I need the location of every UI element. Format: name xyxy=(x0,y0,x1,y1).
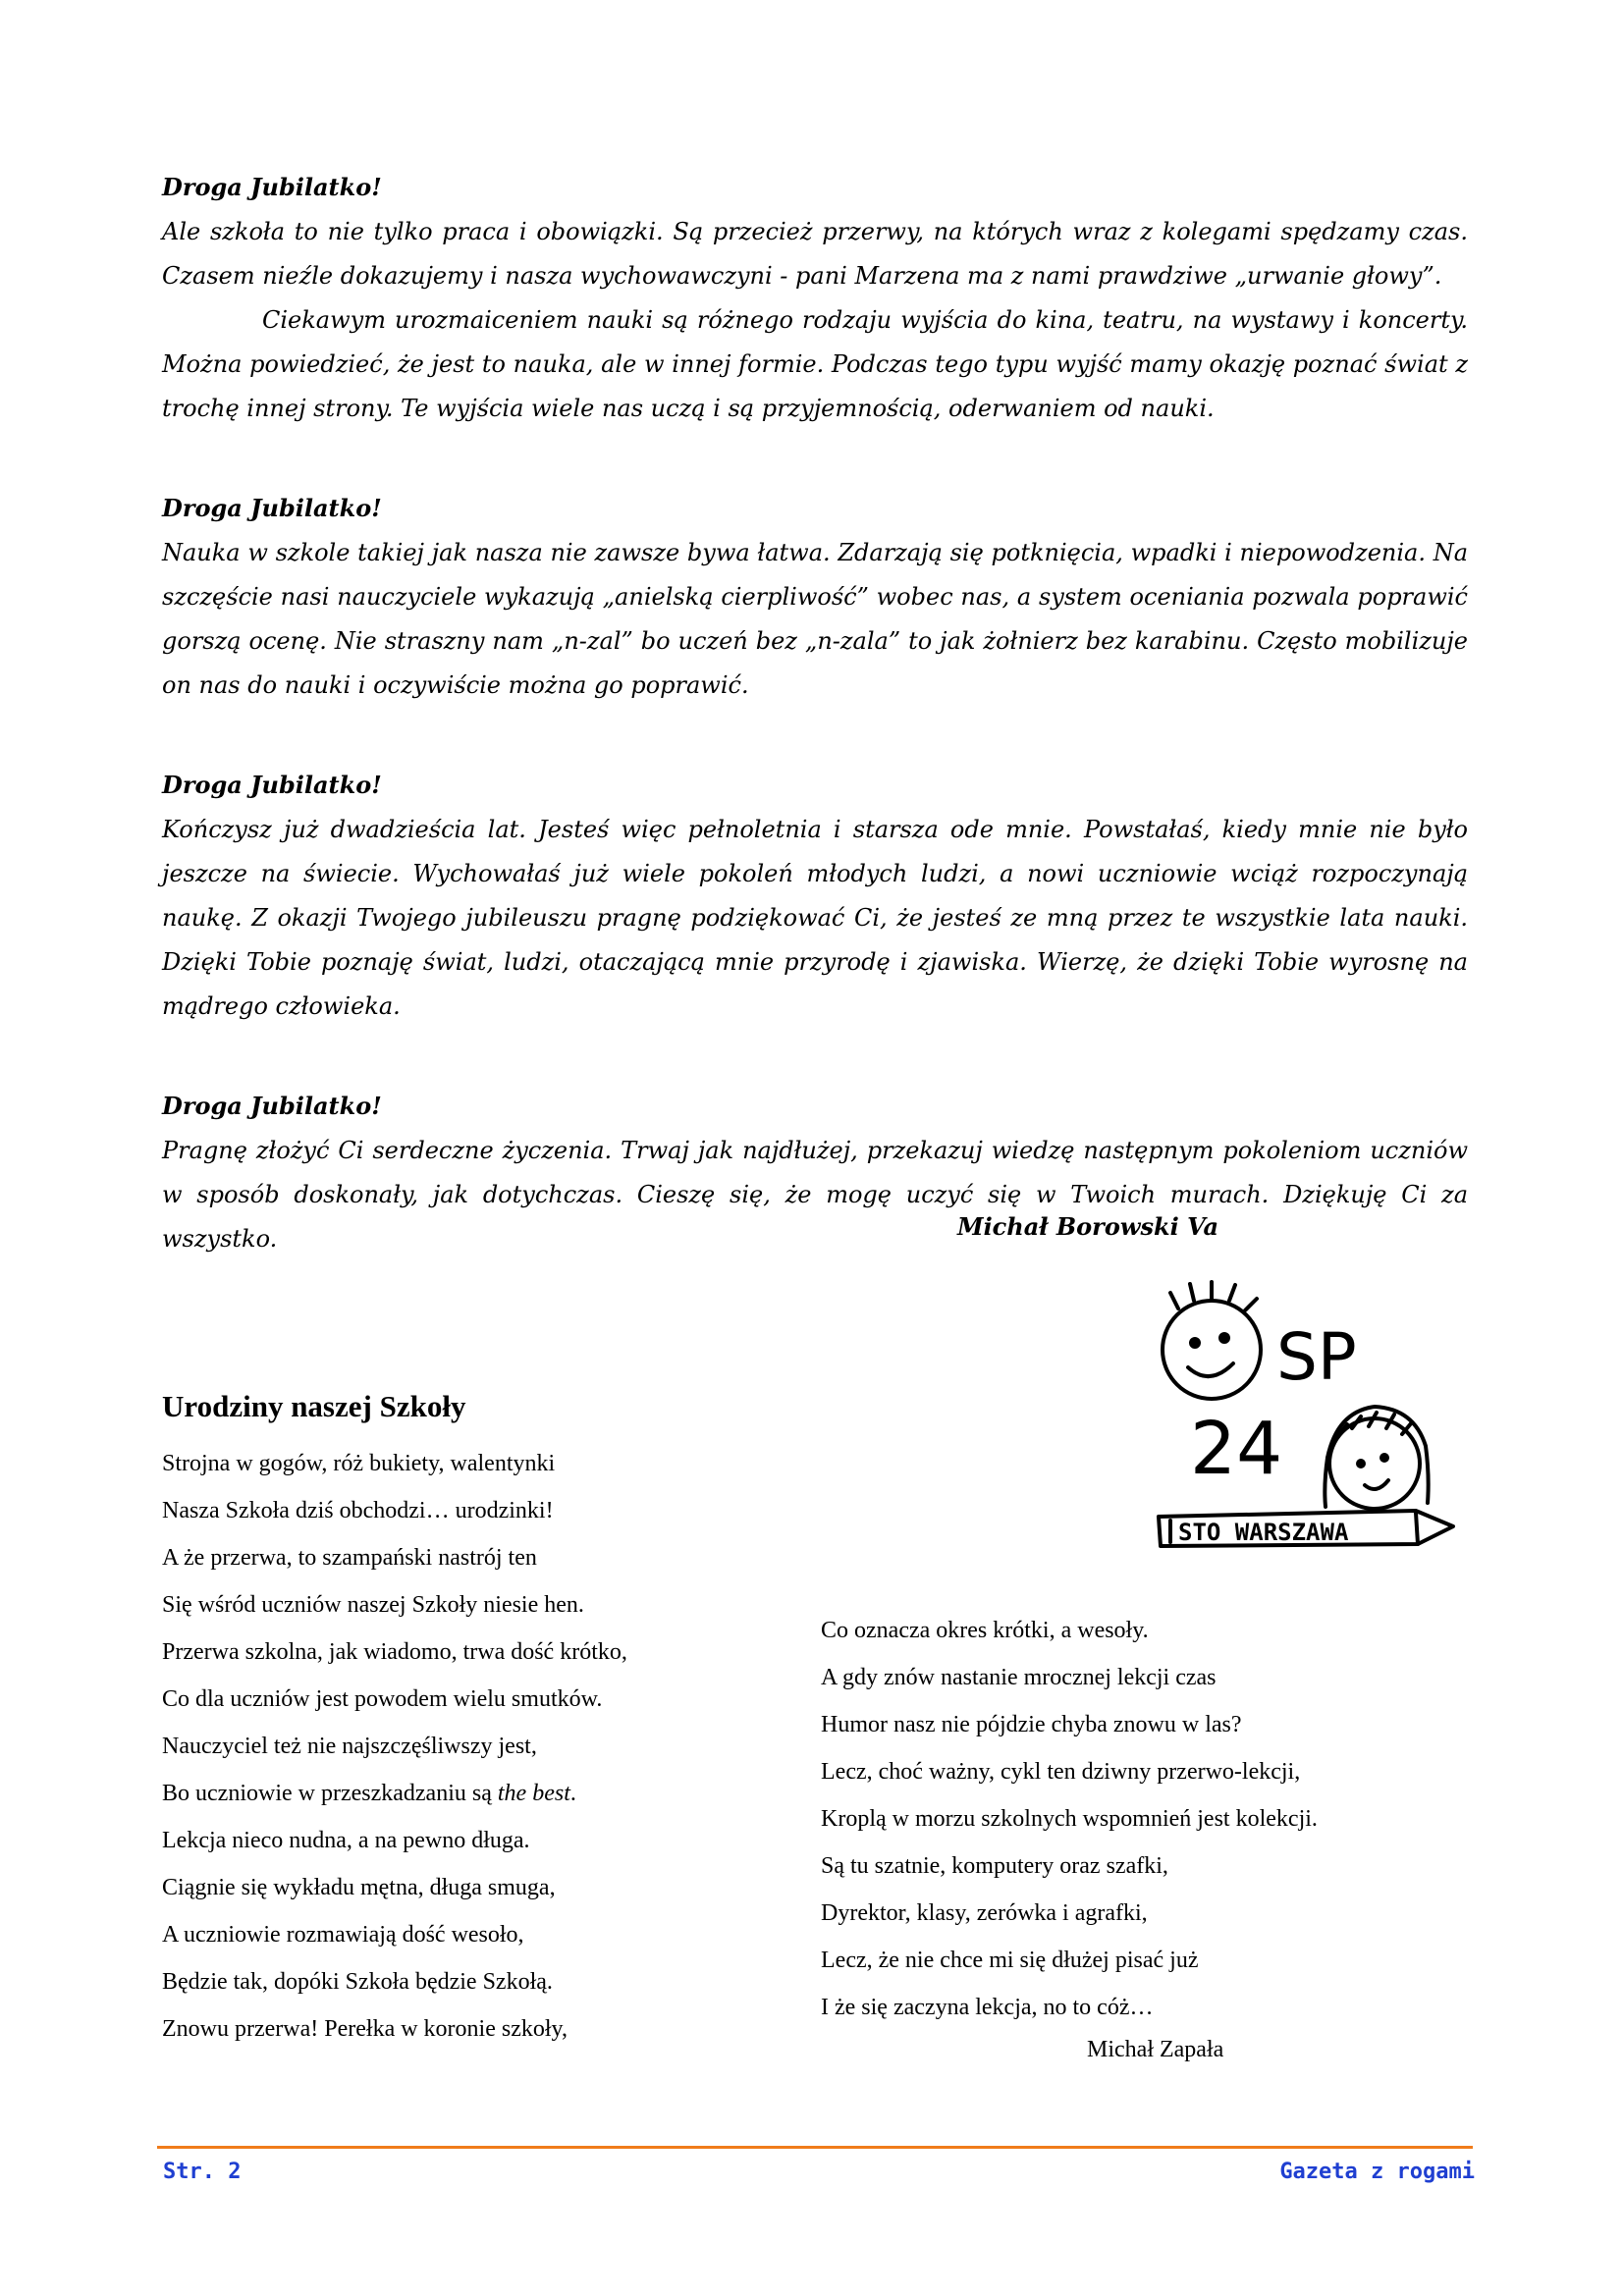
poem-line: A gdy znów nastanie mrocznej lekcji czas xyxy=(821,1665,1217,1690)
poem-line: I że się zaczyna lekcja, no to cóż… xyxy=(821,1995,1154,2020)
poem-line: A uczniowie rozmawiają dość wesoło, xyxy=(162,1922,524,1948)
poem-author: Michał Zapała xyxy=(1087,2037,1224,2062)
letter-heading: Droga Jubilatko! xyxy=(162,173,382,201)
poem-line: Znowu przerwa! Perełka w koronie szkoły, xyxy=(162,2016,568,2042)
letter-paragraph: Ale szkoła to nie tylko praca i obowiązki. Są przecież przerwy, na których wraz z kolegami spędzamy czas. Czasem nieźle dokazujemy i nasza wychowawczyni - pani Marzena ma z nami prawdziwe „urwanie głowy”. xyxy=(162,218,1468,290)
poem-line: Lecz, że nie chce mi się dłużej pisać już xyxy=(821,1948,1199,1973)
poem-line: Kroplą w morzu szkolnych wspomnień jest kolekcji. xyxy=(821,1806,1318,1832)
poem-left-column xyxy=(162,1440,627,2053)
letter xyxy=(162,486,1468,708)
poem-title: Urodziny naszej Szkoły xyxy=(162,1389,466,1423)
letter-heading: Droga Jubilatko! xyxy=(162,1092,382,1120)
footer-divider xyxy=(157,2146,1473,2149)
poem-line-end: . xyxy=(569,1781,576,1806)
logo-banner-text: STO WARSZAWA xyxy=(1178,1519,1349,1546)
poem-line: Dyrektor, klasy, zerówka i agrafki, xyxy=(821,1900,1148,1926)
poem-line: Co dla uczniów jest powodem wielu smutków. xyxy=(162,1686,603,1712)
logo-number-text: 24 xyxy=(1190,1407,1283,1491)
poem-italic-phrase: the best xyxy=(497,1781,570,1806)
letters-section xyxy=(162,165,1468,1316)
smiley-children-logo-icon xyxy=(1151,1279,1463,1569)
poem-line: Lecz, choć ważny, cykl ten dziwny przerwo-lekcji, xyxy=(821,1759,1301,1785)
letter-paragraph: Pragnę złożyć Ci serdeczne życzenia. Trwaj jak najdłużej, przekazuj wiedzę następnym pokoleniom uczniów w sposób doskonały, jak dotychczas. Cieszę się, że mogę uczyć się w Twoich murach. Dziękuję Ci za wszystko. xyxy=(162,1137,1468,1253)
letter-body xyxy=(162,531,1468,708)
smiley-face-icon xyxy=(1163,1301,1261,1399)
poem-line: Będzie tak, dopóki Szkoła będzie Szkołą. xyxy=(162,1969,553,1995)
poem-line: Strojna w gogów, róż bukiety, walentynki xyxy=(162,1451,556,1476)
letter-body xyxy=(162,808,1468,1029)
letter xyxy=(162,1084,1468,1261)
letter xyxy=(162,763,1468,1029)
poem-line: Nasza Szkoła dziś obchodzi… urodzinki! xyxy=(162,1498,554,1523)
poem-line: Lekcja nieco nudna, a na pewno długa. xyxy=(162,1828,530,1853)
letter-heading: Droga Jubilatko! xyxy=(162,494,382,522)
poem-line xyxy=(162,1770,627,1817)
letter-heading: Droga Jubilatko! xyxy=(162,771,382,799)
poem-line: Nauczyciel też nie najszczęśliwszy jest, xyxy=(162,1734,537,1759)
letter-signature: Michał Borowski Va xyxy=(957,1212,1219,1241)
letter-body xyxy=(162,1129,1468,1261)
publication-name: Gazeta z rogami xyxy=(1279,2160,1475,2184)
letter-paragraph: Ciekawym urozmaiceniem nauki są różnego rodzaju wyjścia do kina, teatru, na wystawy i koncerty. Można powiedzieć, że jest to nauka, ale w innej formie. Podczas tego typu wyjść mamy okazję poznać świat z trochę innej strony. Te wyjścia wiele nas uczą i są przyjemnością, oderwaniem od nauki. xyxy=(162,306,1468,422)
poem-right-column xyxy=(821,1607,1318,2031)
poem-line: Się wśród uczniów naszej Szkoły niesie hen. xyxy=(162,1592,584,1618)
poem-line: Ciągnie się wykładu mętna, długa smuga, xyxy=(162,1875,556,1900)
page-number: Str. 2 xyxy=(163,2160,242,2184)
poem-line-text: Bo uczniowie w przeszkadzaniu są xyxy=(162,1781,498,1806)
logo-sp-text: SP xyxy=(1276,1319,1357,1395)
poem-line: Są tu szatnie, komputery oraz szafki, xyxy=(821,1853,1168,1879)
poem-line: Co oznacza okres krótki, a wesoły. xyxy=(821,1618,1149,1643)
poem-line: Przerwa szkolna, jak wiadomo, trwa dość krótko, xyxy=(162,1639,627,1665)
letter xyxy=(162,165,1468,431)
poem-line: A że przerwa, to szampański nastrój ten xyxy=(162,1545,537,1571)
letter-paragraph: Nauka w szkole takiej jak nasza nie zawsze bywa łatwa. Zdarzają się potknięcia, wpadki i niepowodzenia. Na szczęście nasi nauczyciele wykazują „anielską cierpliwość” wobec nas, a system oceniania pozwala poprawić gorszą ocenę. Nie straszny nam „n-zal” bo uczeń bez „n-zala” to jak żołnierz bez karabinu. Często mobilizuje on nas do nauki i oczywiście można go poprawić. xyxy=(162,539,1468,699)
poem-line: Humor nasz nie pójdzie chyba znowu w las? xyxy=(821,1712,1242,1737)
letter-body xyxy=(162,210,1468,431)
letter-paragraph: Kończysz już dwadzieścia lat. Jesteś więc pełnoletnia i starsza ode mnie. Powstałaś, kiedy mnie nie było jeszcze na świecie. Wychowałaś już wiele pokoleń młodych ludzi, a nowi uczniowie wciąż rozpoczynają naukę. Z okazji Twojego jubileuszu pragnę podziękować Ci, że jesteś ze mną przez te wszystkie lata nauki. Dzięki Tobie poznaję świat, ludzi, otaczającą mnie przyrodę i zjawiska. Wierzę, że dzięki Tobie wyrosnę na mądrego człowieka. xyxy=(162,816,1468,1020)
